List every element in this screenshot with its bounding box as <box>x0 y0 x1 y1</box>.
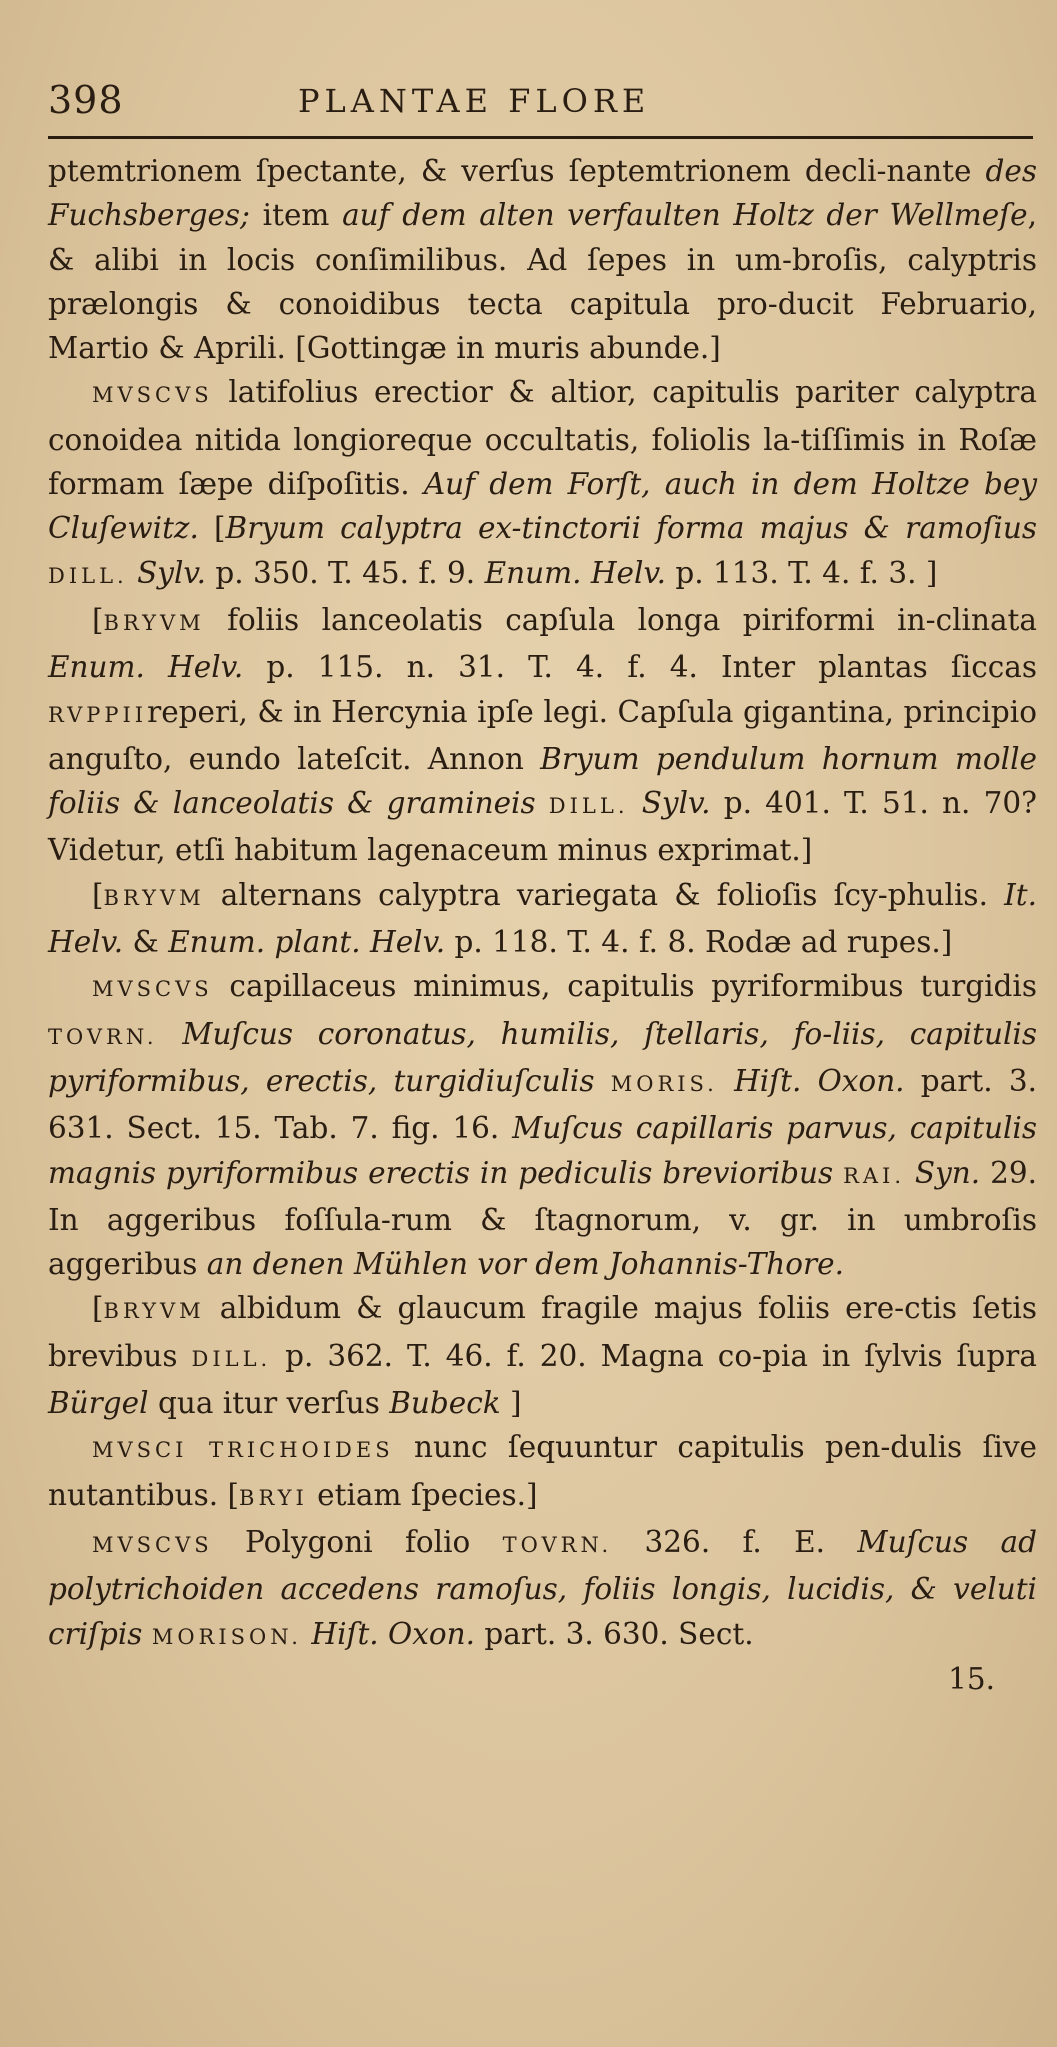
paragraph-7: MVSCI TRICHOIDES nunc ſequuntur capitulis pen-dulis ſive nutantibus. [BRYI etiam ſpecies.] <box>48 1430 1038 1512</box>
page-header <box>48 78 1037 136</box>
paragraph-3: [BRYVM foliis lanceolatis capſula longa piriformi in-clinata Enum. Helv. p. 115. n. 31. T. 4. f. 4. Inter plantas ſiccas RVPPIIreperi, & in Hercynia ipſe legi. Capſula gigantina, principio anguſto, eundo lateſcit. Annon Bryum pendulum hornum molle foliis & lanceolatis & gramineis DILL. Sylv. p. 401. T. 51. n. 70? Videtur, etſi habitum lagenaceum minus exprimat.] <box>48 602 1038 868</box>
paragraph-6: [BRYVM albidum & glaucum fragile majus foliis ere-ctis ſetis brevibus DILL. p. 362. T. 46. f. 20. Magna co-pia in ſylvis ſupra Bürgel qua itur verſus Bubeck ] <box>48 1291 1037 1421</box>
paragraph-5: MVSCVS capillaceus minimus, capitulis pyriformibus turgidis TOVRN. Muſcus coronatus, humilis, ſtellaris, fo-liis, capitulis pyriformibus, erectis, turgidiuſculis MORIS. Hiſt. Oxon. part. 3. 631. Sect. 15. Tab. 7. fig. 16. Muſcus capillaris parvus, capitulis magnis pyriformibus erectis in pediculis brevioribus RAI. Syn. 29. In aggeribus foſſula-rum & ſtagnorum, v. gr. in umbroſis aggeribus an denen Mühlen vor dem Johannis-Thore. <box>48 969 1037 1282</box>
catchword: 15. <box>948 1661 995 1696</box>
paragraph-1: ptemtrionem ſpectante, & verſus ſeptemtrionem decli-nante des Fuchsberges; item auf dem alten verfaulten Holtz der Wellmeſe, & alibi in locis conſimilibus. Ad ſepes in um-broſis, calyptris prælongis & conoidibus tecta capitula pro-ducit Februario, Martio & Aprili. [Gottingæ in muris abunde.] <box>48 154 1037 366</box>
header-rule <box>48 136 1033 139</box>
body-text <box>48 149 1037 1699</box>
paragraph-2: MVSCVS latifolius erectior & altior, capitulis pariter calyptra conoidea nitida longioreque occultatis, foliolis la-tiſſimis in Roſæ formam ſæpe diſpoſitis. Auf dem Forſt, auch in dem Holtze bey Cluſewitz. [Bryum calyptra ex-tinctorii forma majus & ramoſius DILL. Sylv. p. 350. T. 45. f. 9. Enum. Helv. p. 113. T. 4. f. 3. ] <box>48 375 1038 590</box>
paragraph-4: [BRYVM alternans calyptra variegata & folioſis ſcy-phulis. It. Helv. & Enum. plant. Helv. p. 118. T. 4. f. 8. Rodæ ad rupes.] <box>48 877 1037 960</box>
running-head: PLANTAE FLORE <box>298 82 651 120</box>
page-number: 398 <box>48 78 124 122</box>
paragraph-8: MVSCVS Polygoni folio TOVRN. 326. f. E. Muſcus ad polytrichoiden accedens ramoſus, foliis longis, lucidis, & veluti criſpis MORISON. Hiſt. Oxon. part. 3. 630. Sect. <box>48 1524 1037 1651</box>
